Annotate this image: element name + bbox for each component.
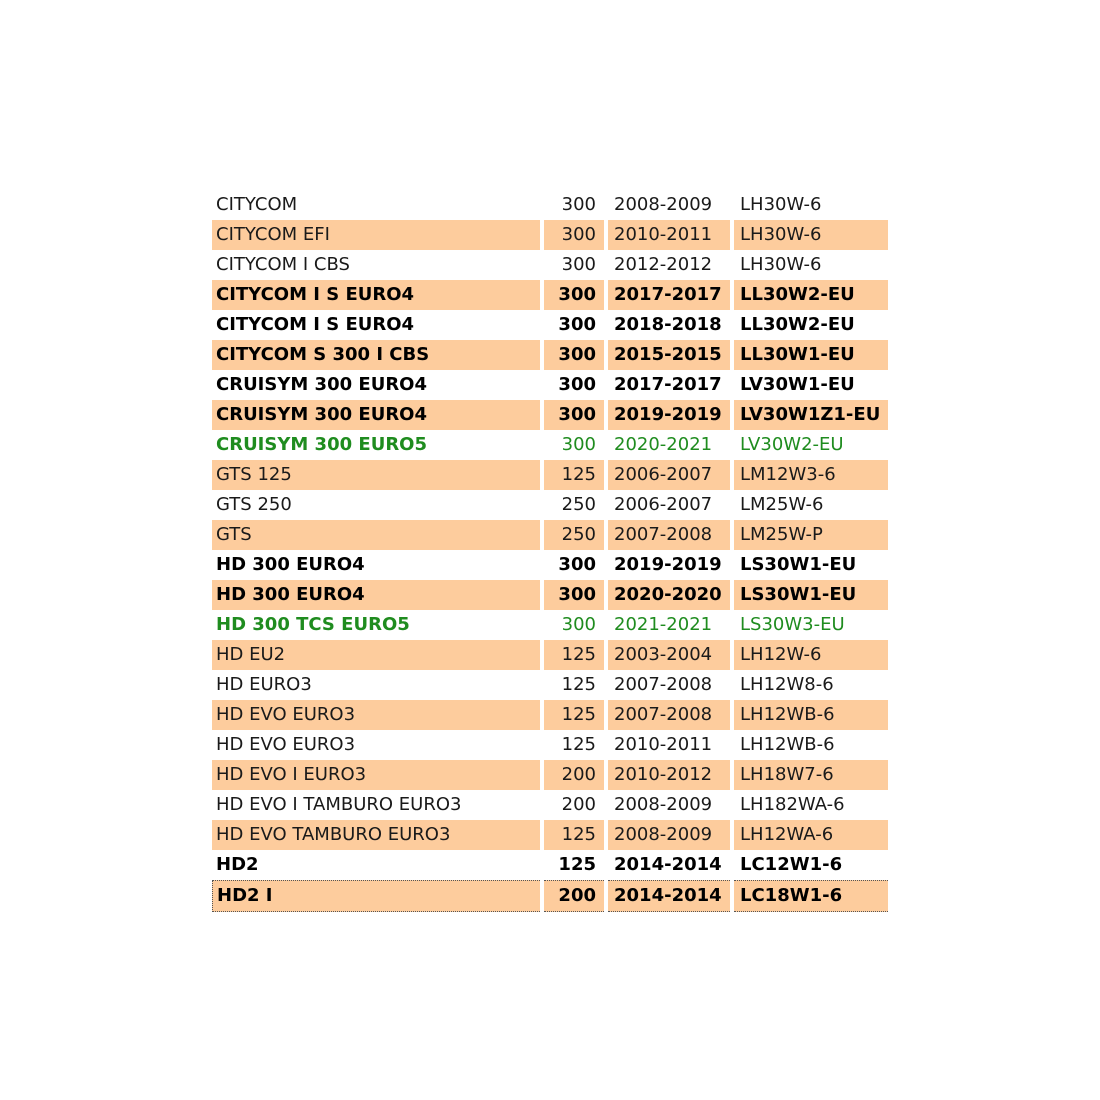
model-cell: GTS 250 (216, 494, 292, 515)
years-cell: 2008-2009 (608, 820, 730, 850)
table-row[interactable] (212, 400, 888, 430)
model-cell: HD EURO3 (216, 674, 312, 695)
model-cell: CITYCOM I S EURO4 (212, 280, 540, 310)
years-cell: 2020-2021 (614, 434, 713, 455)
years-cell: 2006-2007 (614, 494, 713, 515)
model-cell: HD2 I (212, 880, 540, 912)
frame-code-cell: LH12W-6 (734, 640, 888, 670)
frame-code-cell: LS30W1-EU (740, 554, 857, 575)
model-cell: HD 300 EURO4 (212, 580, 540, 610)
frame-code-cell: LH182WA-6 (740, 794, 845, 815)
model-cell: GTS 125 (212, 460, 540, 490)
model-table (208, 190, 892, 912)
frame-code-cell: LS30W3-EU (740, 614, 845, 635)
displacement-cell: 300 (544, 340, 604, 370)
years-cell: 2007-2008 (608, 520, 730, 550)
model-cell: HD 300 TCS EURO5 (216, 614, 410, 635)
years-cell: 2008-2009 (614, 194, 713, 215)
displacement-cell: 125 (544, 820, 604, 850)
frame-code-cell: LH30W-6 (734, 220, 888, 250)
frame-code-cell: LL30W2-EU (740, 314, 855, 335)
model-cell: GTS (212, 520, 540, 550)
table-row[interactable] (212, 370, 888, 400)
displacement-cell: 200 (544, 880, 604, 912)
table-row[interactable] (212, 730, 888, 760)
frame-code-cell: LS30W1-EU (734, 580, 888, 610)
model-cell: CITYCOM I CBS (216, 254, 350, 275)
years-cell: 2010-2012 (608, 760, 730, 790)
model-cell: HD 300 EURO4 (216, 554, 365, 575)
model-cell: CITYCOM S 300 I CBS (212, 340, 540, 370)
table-row[interactable] (212, 850, 888, 880)
displacement-cell: 300 (544, 400, 604, 430)
frame-code-cell: LC12W1-6 (740, 854, 843, 875)
table-row[interactable] (212, 670, 888, 700)
displacement-cell: 250 (561, 494, 596, 515)
table-row[interactable] (212, 880, 888, 912)
displacement-cell: 125 (544, 700, 604, 730)
years-cell: 2008-2009 (614, 794, 713, 815)
displacement-cell: 300 (561, 194, 596, 215)
displacement-cell: 125 (561, 734, 596, 755)
frame-code-cell: LH30W-6 (740, 254, 822, 275)
frame-code-cell: LV30W1-EU (740, 374, 855, 395)
table-row[interactable] (212, 700, 888, 730)
displacement-cell: 125 (544, 460, 604, 490)
model-cell: HD EVO I TAMBURO EURO3 (216, 794, 462, 815)
frame-code-cell: LC18W1-6 (734, 880, 888, 912)
model-cell: HD EVO EURO3 (212, 700, 540, 730)
displacement-cell: 300 (558, 314, 596, 335)
table-row[interactable] (212, 310, 888, 340)
table-row[interactable] (212, 550, 888, 580)
table-row[interactable] (212, 580, 888, 610)
years-cell: 2018-2018 (614, 314, 722, 335)
displacement-cell: 300 (558, 374, 596, 395)
years-cell: 2021-2021 (614, 614, 713, 635)
years-cell: 2007-2008 (614, 674, 713, 695)
model-cell: CRUISYM 300 EURO4 (216, 374, 427, 395)
table-row[interactable] (212, 190, 888, 220)
frame-code-cell: LV30W2-EU (740, 434, 844, 455)
years-cell: 2017-2017 (608, 280, 730, 310)
years-cell: 2006-2007 (608, 460, 730, 490)
frame-code-cell: LL30W1-EU (734, 340, 888, 370)
table-row[interactable] (212, 340, 888, 370)
model-cell: CRUISYM 300 EURO4 (212, 400, 540, 430)
displacement-cell: 125 (558, 854, 596, 875)
displacement-cell: 300 (544, 280, 604, 310)
displacement-cell: 200 (544, 760, 604, 790)
model-table-container (212, 190, 892, 912)
years-cell: 2019-2019 (614, 554, 722, 575)
displacement-cell: 300 (544, 220, 604, 250)
frame-code-cell: LH12WA-6 (734, 820, 888, 850)
table-row[interactable] (212, 220, 888, 250)
table-row[interactable] (212, 820, 888, 850)
frame-code-cell: LH12WB-6 (734, 700, 888, 730)
years-cell: 2020-2020 (608, 580, 730, 610)
model-cell: HD EU2 (212, 640, 540, 670)
frame-code-cell: LH18W7-6 (734, 760, 888, 790)
displacement-cell: 300 (561, 434, 596, 455)
years-cell: 2014-2014 (608, 880, 730, 912)
frame-code-cell: LM25W-P (734, 520, 888, 550)
displacement-cell: 300 (561, 614, 596, 635)
years-cell: 2012-2012 (614, 254, 713, 275)
displacement-cell: 200 (561, 794, 596, 815)
displacement-cell: 125 (544, 640, 604, 670)
frame-code-cell: LL30W2-EU (734, 280, 888, 310)
frame-code-cell: LM12W3-6 (734, 460, 888, 490)
table-row[interactable] (212, 520, 888, 550)
table-row[interactable] (212, 460, 888, 490)
displacement-cell: 300 (544, 580, 604, 610)
model-cell: CRUISYM 300 EURO5 (216, 434, 427, 455)
table-row[interactable] (212, 490, 888, 520)
model-cell: HD EVO EURO3 (216, 734, 356, 755)
table-row[interactable] (212, 760, 888, 790)
frame-code-cell: LH12WB-6 (740, 734, 835, 755)
model-cell: HD2 (216, 854, 259, 875)
frame-code-cell: LH12W8-6 (740, 674, 834, 695)
years-cell: 2007-2008 (608, 700, 730, 730)
table-row[interactable] (212, 250, 888, 280)
years-cell: 2010-2011 (608, 220, 730, 250)
frame-code-cell: LH30W-6 (740, 194, 822, 215)
model-table-body (212, 190, 888, 912)
model-cell: HD EVO I EURO3 (212, 760, 540, 790)
years-cell: 2017-2017 (614, 374, 722, 395)
displacement-cell: 300 (558, 554, 596, 575)
model-cell: CITYCOM (216, 194, 298, 215)
table-row[interactable] (212, 640, 888, 670)
years-cell: 2003-2004 (608, 640, 730, 670)
table-row[interactable] (212, 280, 888, 310)
displacement-cell: 300 (561, 254, 596, 275)
table-row[interactable] (212, 610, 888, 640)
frame-code-cell: LV30W1Z1-EU (734, 400, 888, 430)
model-cell: CITYCOM EFI (212, 220, 540, 250)
displacement-cell: 125 (561, 674, 596, 695)
table-row[interactable] (212, 790, 888, 820)
years-cell: 2019-2019 (608, 400, 730, 430)
displacement-cell: 250 (544, 520, 604, 550)
model-cell: CITYCOM I S EURO4 (216, 314, 415, 335)
model-cell: HD EVO TAMBURO EURO3 (212, 820, 540, 850)
years-cell: 2010-2011 (614, 734, 713, 755)
frame-code-cell: LM25W-6 (740, 494, 824, 515)
years-cell: 2015-2015 (608, 340, 730, 370)
table-row[interactable] (212, 430, 888, 460)
years-cell: 2014-2014 (614, 854, 722, 875)
